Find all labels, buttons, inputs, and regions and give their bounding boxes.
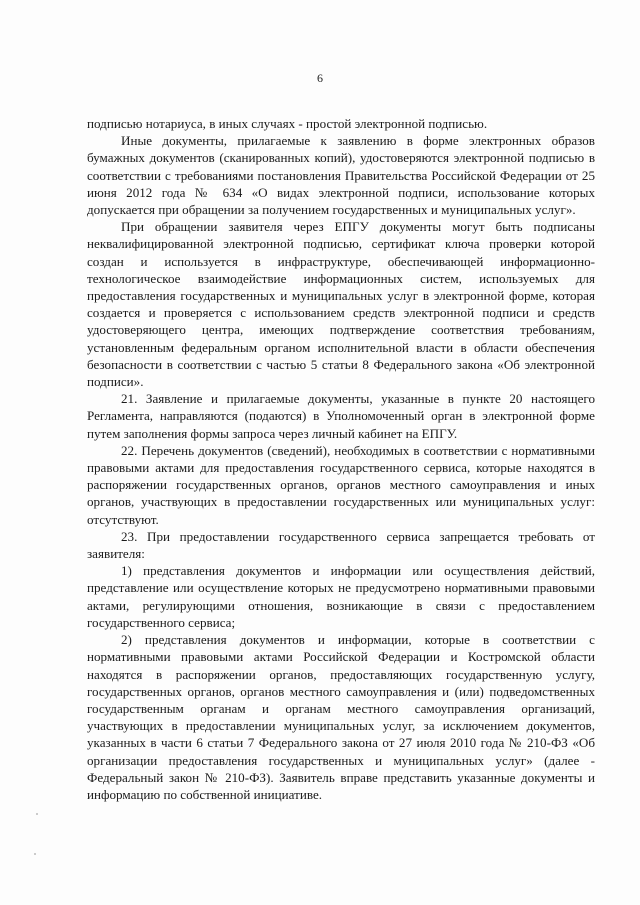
paragraph-other-documents: Иные документы, прилагаемые к заявлению в форме электронных образов бумажных документов (сканированных копий), удостоверяются электронной подписью в соответствии с требованиями постановления Правительства Российской Федерации от 25 июня 2012 года № 634 «О видах электронной подписи, использование которых допускается при обращении за получением государственных и муниципальных услуг». bbox=[87, 133, 595, 218]
paragraph-subitem-2: 2) представления документов и информации, которые в соответствии с нормативными правовыми актами Российской Федерации и Костромской области находятся в распоряжении органов, предоставляющих государственную услугу, государственных органов, органов местного самоуправления и (или) подведомственных государственным органам и органам местного самоуправления организаций, участвующих в предоставлении муниципальных услуг, за исключением документов, указанных в части 6 статьи 7 Федерального закона от 27 июля 2010 года № 210-ФЗ «Об организации предоставления государственных и муниципальных услуг» (далее - Федеральный закон № 210-ФЗ). Заявитель вправе представить указанные документы и информацию по собственной инициативе. bbox=[87, 632, 595, 802]
paragraph-epgu-signature: При обращении заявителя через ЕПГУ документы могут быть подписаны неквалифицированной электронной подписью, сертификат ключа проверки которой создан и используется в инфраструктуре, обеспечивающей информационно-технологическое взаимодействие информационных систем, используемых для предоставления государственных и муниципальных услуг в электронной форме, которая создается и проверяется с использованием средств электронной подписи и средств удостоверяющего центра, имеющих подтверждение соответствия требованиям, установленным федеральным органом исполнительной власти в области обеспечения безопасности в соответствии с частью 5 статьи 8 Федерального закона «Об электронной подписи». bbox=[87, 219, 595, 390]
page-number: 6 bbox=[317, 71, 323, 85]
document-body bbox=[87, 115, 595, 803]
paragraph-item-22: 22. Перечень документов (сведений), необходимых в соответствии с нормативными правовыми актами для предоставления государственного сервиса, которые находятся в распоряжении государственных органов, органов местного самоуправления и иных органов, участвующих в предоставлении государственных или муниципальных услуг: отсутствуют. bbox=[87, 442, 595, 527]
paragraph-continuation: подписью нотариуса, в иных случаях - простой электронной подписью. bbox=[87, 116, 488, 131]
scan-artifact bbox=[34, 853, 36, 855]
paragraph-subitem-1: 1) представления документов и информации или осуществления действий, представление или осуществление которых не предусмотрено нормативными правовыми актами, регулирующими отношения, возникающие в связи с предоставлением государственного сервиса; bbox=[87, 563, 595, 630]
paragraph-item-21: 21. Заявление и прилагаемые документы, указанные в пункте 20 настоящего Регламента, направляются (подаются) в Уполномоченный орган в электронной форме путем заполнения формы запроса через личный кабинет на ЕПГУ. bbox=[87, 391, 595, 441]
paragraph-item-23: 23. При предоставлении государственного сервиса запрещается требовать от заявителя: bbox=[87, 528, 595, 562]
scan-artifact bbox=[36, 813, 38, 815]
